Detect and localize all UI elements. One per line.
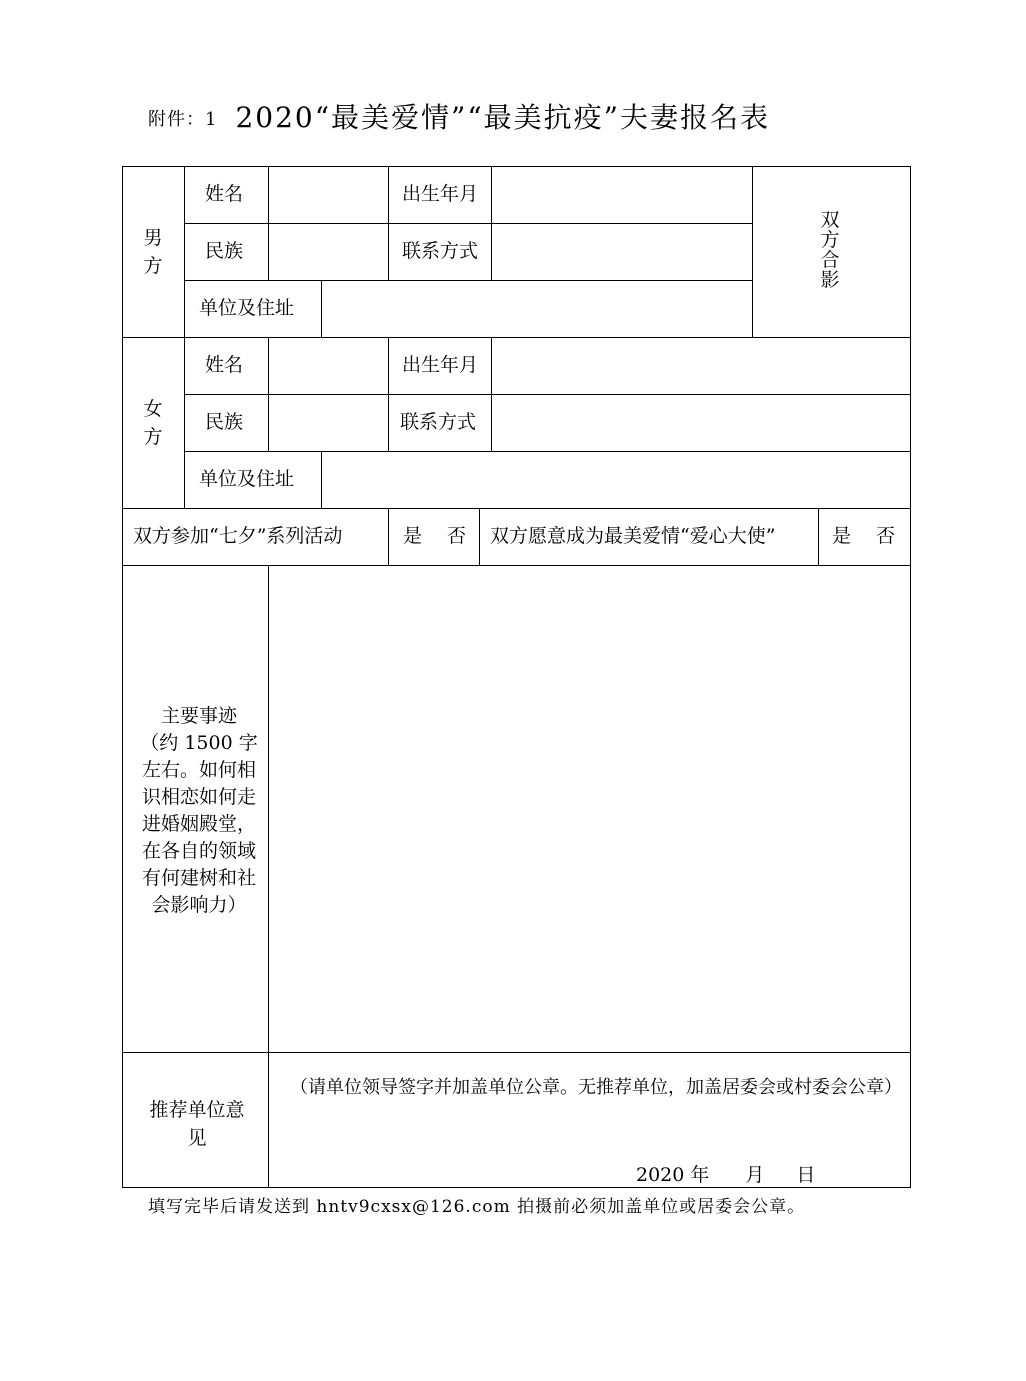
vertical-char: 女 [143,398,163,420]
female-name-label: 姓名 [205,354,244,376]
table-border-left [122,166,123,1188]
male-contact-input[interactable] [492,224,752,280]
signature-date [636,1160,815,1187]
deeds-line: 在各自的领域 [141,840,256,862]
vertical-char: 方 [143,255,163,277]
attachment-label: 附件：1 [148,109,218,130]
male-birth-label: 出生年月 [402,183,479,205]
female-birth-label: 出生年月 [402,354,479,376]
vertical-char: 合 [820,249,840,271]
vertical-char: 影 [820,269,840,291]
male-name-label: 姓名 [205,183,244,205]
col-divider [388,166,389,280]
deeds-line: 主要事迹 [160,705,237,727]
vertical-char: 方 [820,229,840,251]
female-contact-label: 联系方式 [400,411,477,433]
male-contact-label: 联系方式 [402,240,479,262]
col-divider [388,508,389,565]
col-divider [479,508,480,565]
couple-photo-area[interactable] [753,167,910,337]
deeds-line: （约 1500 字 [140,732,258,754]
female-name-input[interactable] [269,338,388,394]
ambassador-label: 双方愿意成为最美爱情“爱心大使” [490,525,776,547]
female-contact-input[interactable] [492,395,910,451]
recommendation-label [142,1096,252,1152]
date-month: 月 [745,1164,765,1186]
col-divider [388,337,389,451]
ambassador-yes-option[interactable]: 是 [832,525,852,547]
section-divider [122,508,911,509]
female-address-input[interactable] [322,452,910,508]
page-title [148,96,770,136]
recommendation-note: （请单位领导签字并加盖单位公章。无推荐单位，加盖居委会或村委会公章） [290,1077,902,1098]
vertical-char: 方 [143,426,163,448]
deeds-line: 识相恋如何走 [141,786,256,808]
table-border-bottom [122,1187,911,1188]
ambassador-no-option[interactable]: 否 [876,525,896,547]
recommendation-label-line: 推荐单位意 [149,1099,245,1121]
qixi-no-option[interactable]: 否 [447,525,467,547]
vertical-char: 男 [143,227,163,249]
male-ethnicity-input[interactable] [269,224,388,280]
date-year: 2020 年 [636,1164,710,1186]
male-address-label: 单位及住址 [199,297,295,319]
main-deeds-input[interactable] [269,566,910,1052]
form-title: 2020“最美爱情”“最美抗疫”夫妻报名表 [235,101,770,134]
female-section-label [142,395,164,451]
qixi-activity-label: 双方参加“七夕”系列活动 [133,525,343,547]
male-name-input[interactable] [269,167,388,223]
female-birth-input[interactable] [492,338,910,394]
vertical-char: 双 [820,209,840,231]
recommendation-label-line: 见 [187,1127,207,1149]
col-divider [184,166,185,508]
deeds-line: 有何建树和社 [141,867,256,889]
deeds-line: 进婚姻殿堂， [141,813,256,835]
deeds-line: 会影响力） [151,894,247,916]
male-birth-input[interactable] [492,167,752,223]
female-ethnicity-input[interactable] [269,395,388,451]
qixi-yes-option[interactable]: 是 [403,525,423,547]
female-address-label: 单位及住址 [199,468,295,490]
col-divider [818,508,819,565]
male-address-input[interactable] [322,281,752,337]
male-section-label [142,224,164,280]
main-deeds-label [134,703,264,919]
date-day: 日 [796,1164,816,1186]
male-ethnicity-label: 民族 [205,240,244,262]
female-ethnicity-label: 民族 [205,411,244,433]
table-border-right [910,166,911,1188]
footer-instruction: 填写完毕后请发送到 hntv9cxsx@126.com 拍摄前必须加盖单位或居委会公章。 [148,1197,806,1217]
deeds-line: 左右。如何相 [141,759,256,781]
